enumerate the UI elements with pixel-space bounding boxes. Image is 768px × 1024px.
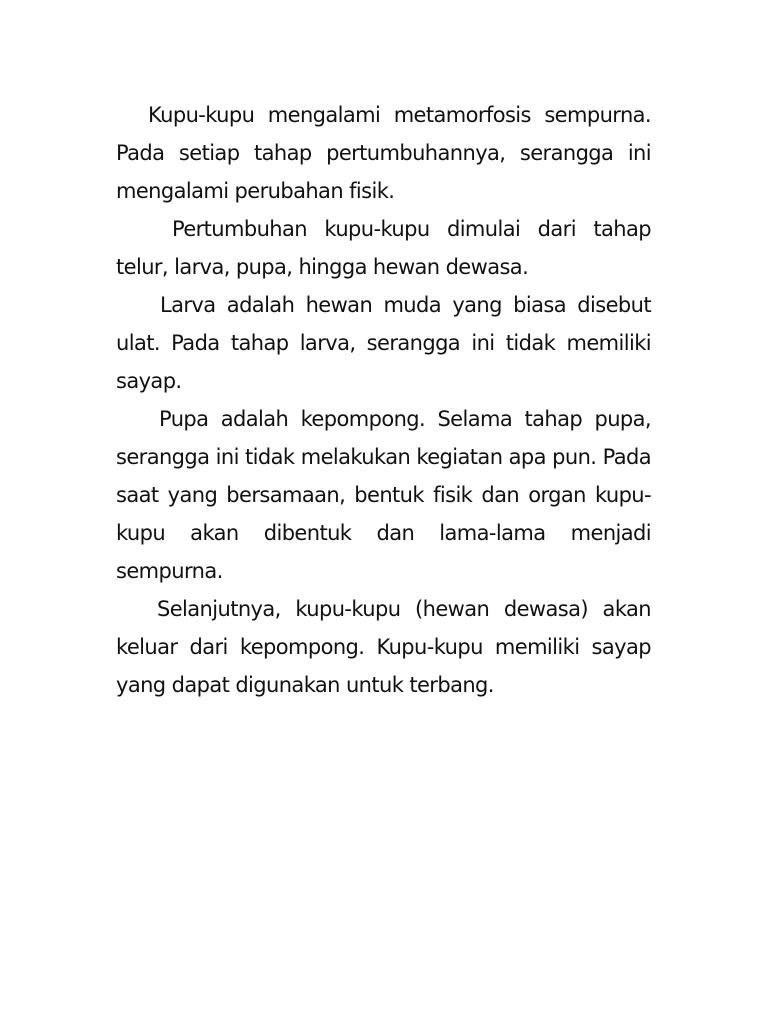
document-body — [116, 96, 651, 704]
paragraph-5: Selanjutnya, kupu-kupu (hewan dewasa) akan keluar dari kepompong. Kupu-kupu memiliki sayap yang dapat digunakan untuk terbang. — [116, 597, 651, 697]
paragraph-3: Larva adalah hewan muda yang biasa disebut ulat. Pada tahap larva, serangga ini tidak memiliki sayap. — [116, 293, 651, 393]
paragraph-4: Pupa adalah kepompong. Selama tahap pupa, serangga ini tidak melakukan kegiatan apa pun. Pada saat yang bersamaan, bentuk fisik dan organ kupu-kupu akan dibentuk dan lama-lama menjadi sempurna. — [116, 407, 651, 583]
paragraph-2: Pertumbuhan kupu-kupu dimulai dari tahap telur, larva, pupa, hingga hewan dewasa. — [116, 217, 651, 279]
paragraph-1: Kupu-kupu mengalami metamorfosis sempurna. Pada setiap tahap pertumbuhannya, serangga ini mengalami perubahan fisik. — [116, 103, 651, 203]
